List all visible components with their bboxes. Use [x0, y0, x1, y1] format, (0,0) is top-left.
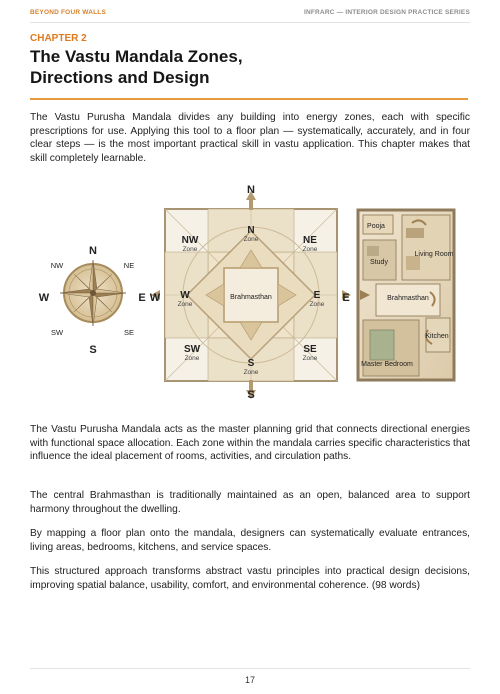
zone-nw-word: Zone	[182, 246, 198, 253]
zone-w-label: W	[180, 290, 190, 301]
publisher-series: INFRARC — INTERIOR DESIGN PRACTICE SERIES	[303, 9, 470, 16]
compass-rose	[60, 260, 126, 326]
zone-s-word: Zone	[243, 369, 259, 376]
room-living: Living Room	[414, 251, 454, 258]
vastu-mandala-figure	[30, 180, 470, 402]
zone-e-word: Zone	[309, 301, 325, 308]
room-study: Study	[370, 259, 388, 266]
room-kitchen: Kitchen	[425, 333, 449, 340]
zone-nw-label: NW	[181, 235, 199, 246]
mandala-north: N	[247, 184, 255, 196]
mandala-west: W	[149, 292, 161, 304]
header-divider	[30, 22, 470, 23]
zone-s-label: S	[247, 358, 255, 369]
mandala-south: S	[247, 389, 255, 401]
compass-se: SE	[123, 328, 135, 337]
zone-se-word: Zone	[302, 355, 318, 362]
mandala-east: E	[342, 292, 350, 304]
body-paragraph-1: The Vastu Purusha Mandala acts as the master planning grid that connects directional energies with functional space allocation. Each zone within the mandala carries specific characteristics that influence the ideal placement of rooms, activities, and circulation paths.	[30, 424, 470, 462]
chapter-title	[30, 46, 470, 88]
title-underline	[30, 98, 468, 100]
zone-se-label: SE	[303, 344, 317, 355]
zone-sw-label: SW	[183, 344, 201, 355]
body-paragraph-2: The central Brahmasthan is traditionally maintained as an open, balanced area to support harmony throughout the dwelling.	[30, 490, 470, 515]
series-name: BEYOND FOUR WALLS	[30, 9, 106, 16]
zone-n-word: Zone	[243, 236, 259, 243]
compass-ne: NE	[123, 261, 135, 270]
page-number: 17	[244, 675, 255, 685]
compass-e: E	[138, 292, 146, 304]
footer-divider	[30, 668, 470, 669]
zone-center-label: Brahmasthan	[230, 294, 272, 301]
compass-n: N	[89, 245, 97, 257]
zone-w-word: Zone	[177, 301, 193, 308]
title-line-1: The Vastu Mandala Zones,	[30, 47, 243, 66]
zone-ne-word: Zone	[302, 246, 318, 253]
compass-w: W	[38, 292, 50, 304]
room-brahmasthan: Brahmasthan	[387, 295, 429, 302]
zone-ne-label: NE	[303, 235, 317, 246]
body-paragraph-4: This structured approach transforms abstract vastu principles into practical design decisions, improving spatial balance, usability, comfort, and environmental coherence. (98 words)	[30, 566, 470, 591]
body-paragraph-3: By mapping a floor plan onto the mandala, designers can systematically evaluate entrances, living areas, bedrooms, kitchens, and service spaces.	[30, 528, 470, 553]
running-header	[30, 9, 470, 21]
zone-e-label: E	[313, 290, 321, 301]
compass-s: S	[89, 344, 97, 356]
compass-sw: SW	[50, 328, 64, 337]
title-line-2: Directions and Design	[30, 68, 210, 87]
zone-sw-word: Zone	[184, 355, 200, 362]
chapter-label: CHAPTER 2	[30, 33, 87, 44]
room-pooja: Pooja	[367, 223, 385, 230]
intro-paragraph: The Vastu Purusha Mandala divides any building into energy zones, each with specific prescriptions for use. Applying this tool to a floor plan — systematically, accurately, and in four clear steps — is the most important practical skill in vastu application. This chapter makes that skill completely learnable.	[30, 112, 470, 164]
room-master-bedroom: Master Bedroom	[361, 361, 413, 368]
zone-n-label: N	[247, 225, 255, 236]
compass-nw: NW	[50, 261, 64, 270]
